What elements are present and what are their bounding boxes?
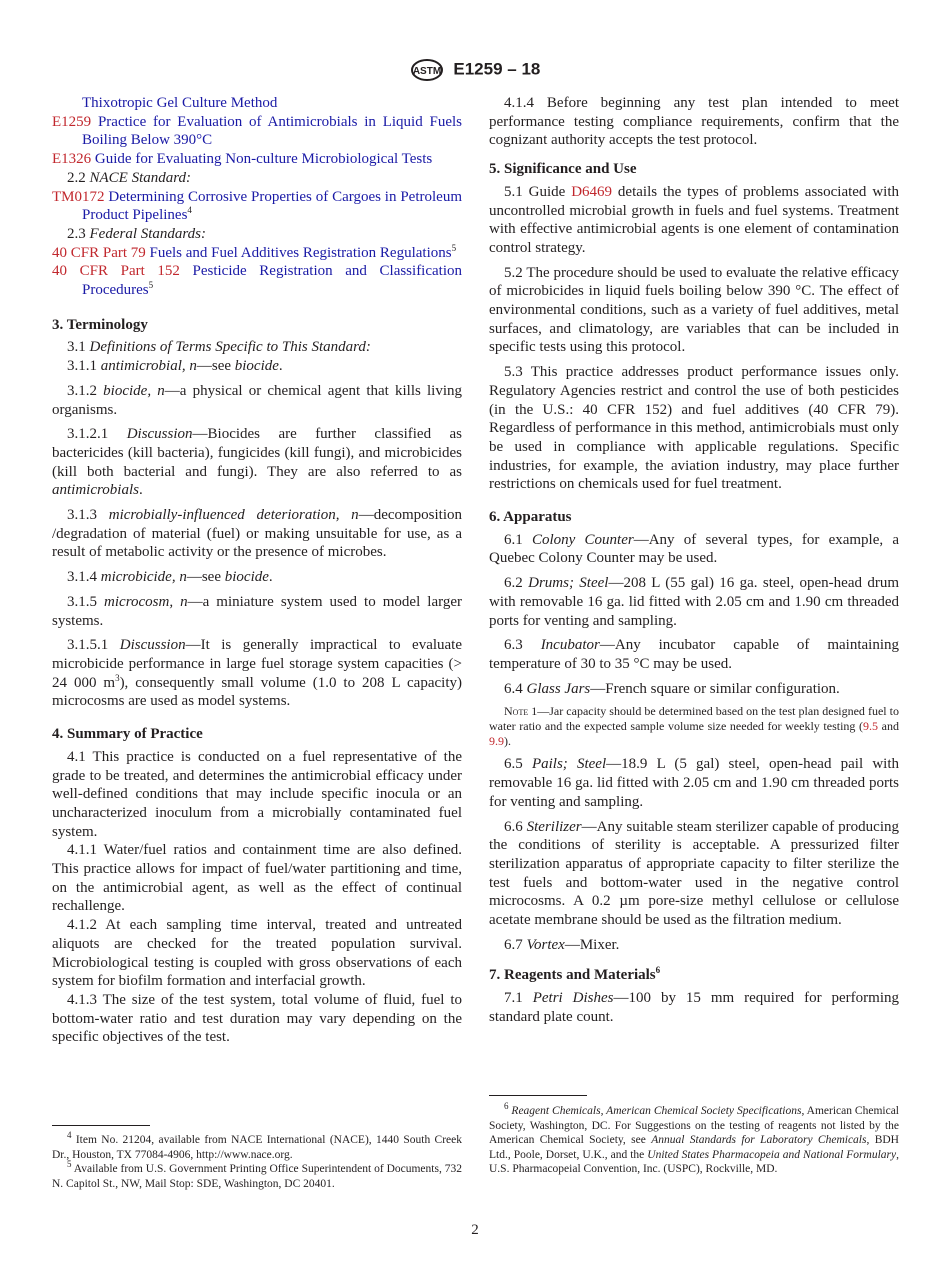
text-run: —Biocides are further classified as bactericides (kill bacteria), fungicides (kill fungi), and microbicides (kill both bacterial and fungi). They are also referred to as [52,426,462,480]
footnotes-left [52,1130,462,1191]
text-run: biocide, n [103,382,165,399]
text-run: United States Pharmacopeia and National Formulary [647,1148,897,1161]
reference-link[interactable]: 9.9 [489,734,504,749]
text-run: 5. Significance and Use [489,161,637,178]
reference-link[interactable]: 9.5 [863,719,879,734]
svg-text:ASTM: ASTM [412,66,441,77]
footnote-6 [489,1101,899,1177]
text-run: 3.1.2 [67,382,104,399]
reference-link[interactable]: Determining Corrosive Properties of Cargoes in Petroleum Product Pipelines [82,188,462,224]
text-run: Annual Standards for Laboratory Chemicals [651,1134,867,1146]
subsection-heading [52,225,462,244]
text-run: Item No. 21204, available from NACE International (NACE), 1440 South Creek Dr., Houston, TX 77084-4906, http://www.nace.org. [52,1134,462,1161]
paragraph [52,425,462,500]
paragraph [52,593,462,630]
text-run: —208 L (55 gal) 16 ga. steel, open-head drum with removable 16 ga. lid fitted with 2.05 cm and 1.90 cm threaded ports for venting and sampling. [489,575,899,629]
footnote-divider [52,1125,150,1126]
text-run: 6.1 [504,531,532,548]
text-run: antimicrobials [52,482,139,499]
text-run: 7. Reagents and Materials [489,967,656,984]
text-run: Discussion [119,637,186,654]
section-heading-significance [489,160,899,179]
footnote-divider [489,1095,587,1096]
text-run: Definitions of Terms Specific to This Standard: [89,339,371,356]
text-run: Discussion [126,426,193,443]
reference-link[interactable]: Thixotropic Gel Culture Method [82,95,278,111]
note [489,704,899,749]
page-header [0,58,950,82]
paragraph [489,936,899,955]
text-run: 3. Terminology [52,316,148,333]
text-run: 4.1.2 At each sampling time interval, treated and untreated aliquots are checked for the treated population survival. Microbiological testing is coupled with gross observations of each system for biofilm formation and interfacial growth. [52,917,462,990]
section-heading-terminology [52,316,462,335]
paragraph [52,636,462,711]
text-run: Petri Dishes [532,990,614,1007]
subsection-heading [52,169,462,188]
footnote-marker[interactable]: 6 [655,965,661,976]
reference-link[interactable]: 40 CFR Part 79 [52,244,146,261]
text-run: Pails; Steel [531,756,607,773]
page-number: 2 [471,1222,479,1238]
text-run: 6.3 [504,637,541,654]
paragraph [52,748,462,842]
text-run: —Any incubator capable of maintaining temperature of 30 to 35 °C may be used. [489,637,899,672]
text-run: biocide [224,569,269,586]
footnote-marker[interactable]: 6 [504,1101,509,1112]
paragraph [489,94,899,150]
text-run: 6.2 [504,575,529,592]
text-run: 3.1.4 [67,569,101,586]
section-heading-summary [52,725,462,744]
paragraph [52,506,462,562]
text-run: microbicide, n [100,569,187,586]
text-run: 4.1.4 Before beginning any test plan intended to meet performance testing compliance requirements, confirm that the cognizant authority accepts the test protocol. [489,95,899,149]
paragraph [52,357,462,376]
text-run: 3.1.3 [67,507,109,524]
text-run: microbially-influenced deterioration, n [108,507,359,524]
paragraph [489,818,899,930]
paragraph [52,991,462,1047]
reference-link[interactable]: E1259 [52,113,92,130]
reference-link[interactable]: Practice for Evaluation of Antimicrobials in Liquid Fuels Boiling Below 390°C [82,113,462,149]
text-run: 4.1.3 The size of the test system, total volume of fluid, fuel to bottom-water ratio and test duration may vary depending on the specific objectives of the test. [52,991,462,1046]
text-run: . [268,569,273,586]
text-run: 6. Apparatus [489,509,572,526]
text-run: —Any suitable steam sterilizer capable of producing the conditions of sterility is acceptable. A pressurized filter sterilization apparatus of appropriate capacity to filter sterilize the test fuels and bottom-water used in the negative control microcosms. A 0.2 µm pore-size methyl cellulose or cellulose acetate membrane should be used as the filtration medium. [489,818,900,929]
text-run: 2.3 [67,225,90,242]
text-run: 6.7 [504,936,527,953]
text-run: NACE Standard: [89,169,192,186]
text-run: Sterilizer [526,818,582,835]
text-run: —18.9 L (5 gal) steel, open-head pail with removable 16 ga. lid fitted with 2.05 cm and 1.90 cm threaded ports for venting and sampling. [489,756,899,810]
text-run: 3.1.2.1 [67,426,127,443]
text-run: —It is generally impractical to evaluate microbicide performance in large fuel storage system capacities (> 24 000 m [52,637,463,691]
text-run: —see [186,569,225,586]
footnote-marker[interactable]: 4 [187,205,192,216]
text-run: microcosm, n [104,593,188,610]
text-run: 3.1.5 [67,593,105,610]
section-heading-reagents [489,966,899,985]
reference-link[interactable]: 40 CFR Part 152 [52,263,180,280]
text-run: —Any of several types, for example, a Quebec Colony Counter may be used. [489,531,900,567]
text-run: and [878,719,899,734]
text-run: Vortex [526,936,565,953]
paragraph [489,989,899,1026]
text-run: Drums; Steel [528,575,609,592]
reference-entry [52,244,462,263]
paragraph [489,574,899,630]
text-run: 3.1 [67,339,90,356]
text-run: 6.5 [504,756,532,773]
reference-entry [52,188,462,225]
text-run: 5.1 Guide [504,183,572,200]
text-run: Federal Standards: [89,225,207,242]
footnote-5 [52,1159,462,1191]
paragraph [52,841,462,916]
text-run: . [278,358,283,375]
reference-link[interactable]: Pesticide Registration and Classification Procedures [82,263,463,299]
text-run: antimicrobial, n [100,358,197,375]
text-run: —French square or similar configuration. [590,680,840,697]
text-run: , BDH Ltd., Poole, Dorset, U.K., and the [489,1134,899,1161]
text-run: , U.S. Pharmacopeial Convention, Inc. (USPC), Rockville, MD. [489,1148,899,1175]
text-run: 1—Jar capacity should be determined based on the test plan designed fuel to water ratio and the expected sample volume size needed for weekly testing ( [489,704,899,734]
text-run: 7.1 [504,990,533,1007]
reference-entry [52,94,462,113]
paragraph [489,183,899,258]
text-run: Available from U.S. Government Printing Office Superintendent of Documents, 732 N. Capitol St., NW, Mail Stop: SDE, Washington, DC 20401. [52,1163,462,1190]
text-run: —100 by 15 mm required for performing standard plate count. [489,990,900,1025]
reference-entry [52,262,462,299]
text-run: Note [504,704,529,719]
paragraph [489,264,899,358]
footnote-marker[interactable]: 3 [115,672,120,683]
footnote-marker[interactable]: 4 [67,1130,72,1141]
document-title: E1259 – 18 [453,59,541,79]
text-run: ), consequently small volume (1.0 to 208 L capacity) microcosms are used as model systems. [52,674,462,710]
text-run: 5.2 The procedure should be used to evaluate the relative efficacy of microbicides in liquid fuels boiling below 390 °C. The effect of environmental conditions, such as a variety of fuel additives, metal surfaces, and climatology, are variables that can be included in specific tests using this protocol. [489,264,899,356]
paragraph [52,568,462,587]
text-run: —Mixer. [564,936,620,953]
text-run: Colony Counter [531,531,634,548]
section-heading-apparatus [489,508,899,527]
footnote-4 [52,1130,462,1162]
text-run: biocide [234,358,279,375]
text-run: 4.1.1 Water/fuel ratios and containment time are also defined. This practice allows for impact of fuel/water partitioning and time, on the antimicrobial agent, as well as the effect of continual rechallenge. [52,842,462,915]
text-run: . [138,482,143,499]
paragraph [489,363,899,494]
text-run: 6.6 [504,818,527,835]
text-run: 6.4 [504,680,527,697]
paragraph [52,338,462,357]
text-run: Reagent Chemicals, American Chemical Society Specifications [508,1105,802,1117]
text-run: Glass Jars [526,680,591,697]
text-run: Incubator [540,637,600,654]
footnote-marker[interactable]: 5 [451,242,457,253]
text-run: 2.2 [67,169,90,186]
reference-link[interactable]: Guide for Evaluating Non-culture Microbiological Tests [91,151,433,168]
text-run: ). [504,734,511,749]
text-run: 4.1 This practice is conducted on a fuel representative of the grade to be treated, and determines the antimicrobial efficacy under well-defined conditions that may include specific inocula or an uncharacterized inoculum from a microbially contaminated fuel system. [52,748,462,840]
right-column [489,94,899,1027]
paragraph [52,916,462,991]
paragraph [489,636,899,673]
reference-entry [52,113,462,150]
reference-entry [52,150,462,169]
text-run: 5.3 This practice addresses product performance issues only. Regulatory Agencies restrict and control the use of both pesticides (in the U.S.: 40 CFR 152) and fuel additives (40 CFR 79). Regardless of performance in this method, antimicrobials must only be used in compliance with applicable regulations. Specific industries, for example, the aviation industry, may place further restrictions on chemicals used for fuel treatment. [489,364,899,493]
text-run: 3.1.5.1 [67,637,120,654]
text-run: , American Chemical Society, Washington, DC. For Suggestions on the testing of reagents not listed by the American Chemical Society, see [489,1105,899,1146]
left-column [52,94,462,1047]
text-run: —decomposition /degradation of material (fuel) or making unsuitable for use, as a result of metabolic activity or the presence of microbes. [52,507,463,561]
reference-link[interactable]: D6469 [571,183,613,200]
text-run: 3.1.1 [67,358,101,375]
reference-link[interactable]: TM0172 [52,188,105,205]
paragraph [489,531,899,568]
text-run: details the types of problems associated with uncontrolled microbial growth in fuels and fuel systems. Treatment with effective antimicrobial agents is one element of contamination control strategy. [489,183,899,256]
text-run: —a physical or chemical agent that kills living organisms. [52,382,463,418]
astm-logo-icon [410,58,444,82]
text-run: —a miniature system used to model larger systems. [52,593,462,629]
footnotes-right [489,1101,899,1177]
paragraph [489,755,899,811]
text-run: —see [196,358,235,375]
reference-link[interactable]: Fuels and Fuel Additives Registration Regulations [145,244,452,261]
footnote-marker[interactable]: 5 [148,280,154,291]
paragraph [52,382,462,419]
text-run: 4. Summary of Practice [52,726,203,743]
paragraph [489,680,899,699]
footnote-marker[interactable]: 5 [67,1159,72,1170]
reference-link[interactable]: E1326 [52,151,92,168]
